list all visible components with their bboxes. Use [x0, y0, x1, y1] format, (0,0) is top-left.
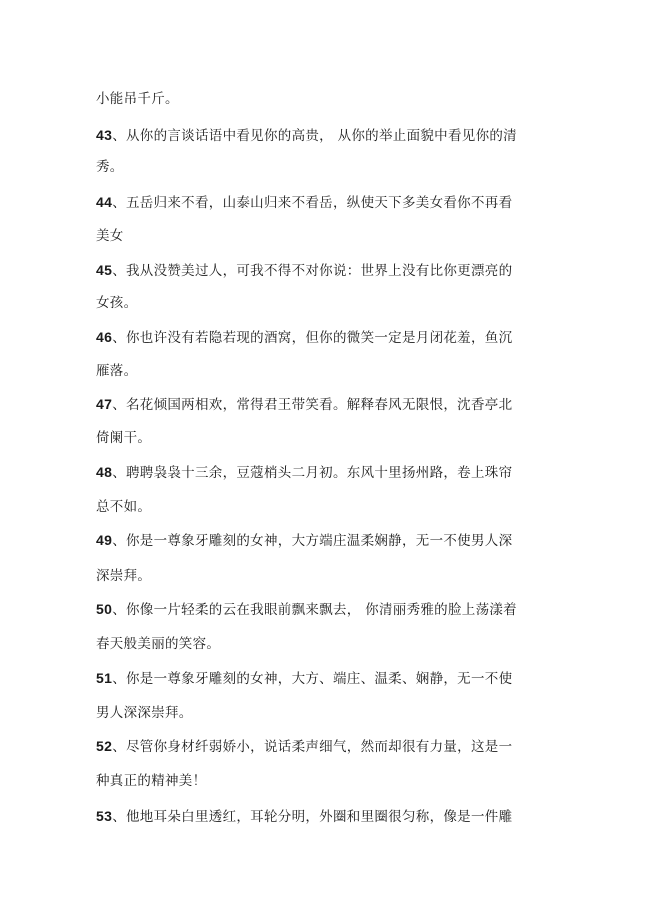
text-line	[96, 292, 556, 313]
text-line	[96, 633, 556, 654]
line-text: 、你是一尊象牙雕刻的女神，大方、端庄、温柔、娴静，无一不使	[112, 671, 513, 687]
text-line	[96, 462, 556, 483]
text-line	[96, 125, 556, 146]
text-line	[96, 770, 556, 791]
line-text: 总不如。	[96, 499, 152, 515]
line-text: 种真正的精神美！	[96, 773, 207, 789]
line-text: 秀。	[96, 159, 124, 175]
text-line	[96, 192, 556, 213]
line-text: 、我从没赞美过人，可我不得不对你说：世界上没有比你更漂亮的	[112, 263, 513, 279]
text-line	[96, 806, 556, 827]
text-line	[96, 225, 556, 246]
line-text: 男人深深崇拜。	[96, 705, 193, 721]
line-text: 女孩。	[96, 295, 138, 311]
line-text: 倚阑干。	[96, 430, 152, 446]
text-line	[96, 327, 556, 348]
item-number: 46	[96, 329, 113, 345]
line-text: 深崇拜。	[96, 568, 152, 584]
item-number: 53	[96, 808, 113, 824]
item-number: 43	[96, 127, 113, 143]
line-text: 、你也许没有若隐若现的酒窝，但你的微笑一定是月闭花羞，鱼沉	[112, 330, 513, 346]
line-text: 小能吊千斤。	[96, 91, 179, 107]
line-text: 、聘聘袅袅十三余，豆蔻梢头二月初。东风十里扬州路，卷上珠帘	[112, 465, 513, 481]
text-line	[96, 427, 556, 448]
line-text: 、他地耳朵白里透红，耳轮分明，外圈和里圈很匀称，像是一件雕	[112, 809, 513, 825]
item-number: 50	[96, 601, 113, 617]
item-number: 52	[96, 738, 113, 754]
text-line	[96, 599, 556, 620]
line-text: 、你是一尊象牙雕刻的女神，大方端庄温柔娴静，无一不使男人深	[112, 533, 513, 549]
text-line	[96, 736, 556, 757]
text-line	[96, 565, 556, 586]
item-number: 45	[96, 262, 113, 278]
line-text: 、你像一片轻柔的云在我眼前飘来飘去， 你清丽秀雅的脸上荡漾着	[112, 602, 517, 618]
line-text: 春天般美丽的笑容。	[96, 636, 221, 652]
item-number: 49	[96, 532, 113, 548]
line-text: 美女	[96, 228, 124, 244]
text-line	[96, 496, 556, 517]
text-line	[96, 530, 556, 551]
text-line	[96, 88, 556, 109]
line-text: 、五岳归来不看，山泰山归来不看岳，纵使天下多美女看你不再看	[112, 195, 513, 211]
text-line	[96, 260, 556, 281]
item-number: 47	[96, 396, 113, 412]
line-text: 、名花倾国两相欢，常得君王带笑看。解释春风无限恨，沈香亭北	[112, 397, 513, 413]
line-text: 、尽管你身材纤弱娇小，说话柔声细气，然而却很有力量，这是一	[112, 739, 513, 755]
text-line	[96, 156, 556, 177]
line-text: 雁落。	[96, 363, 138, 379]
text-line	[96, 702, 556, 723]
line-text: 、从你的言谈话语中看见你的高贵， 从你的举止面貌中看见你的清	[112, 128, 517, 144]
item-number: 44	[96, 194, 113, 210]
item-number: 48	[96, 464, 113, 480]
text-line	[96, 360, 556, 381]
item-number: 51	[96, 670, 113, 686]
text-line	[96, 668, 556, 689]
text-line	[96, 394, 556, 415]
